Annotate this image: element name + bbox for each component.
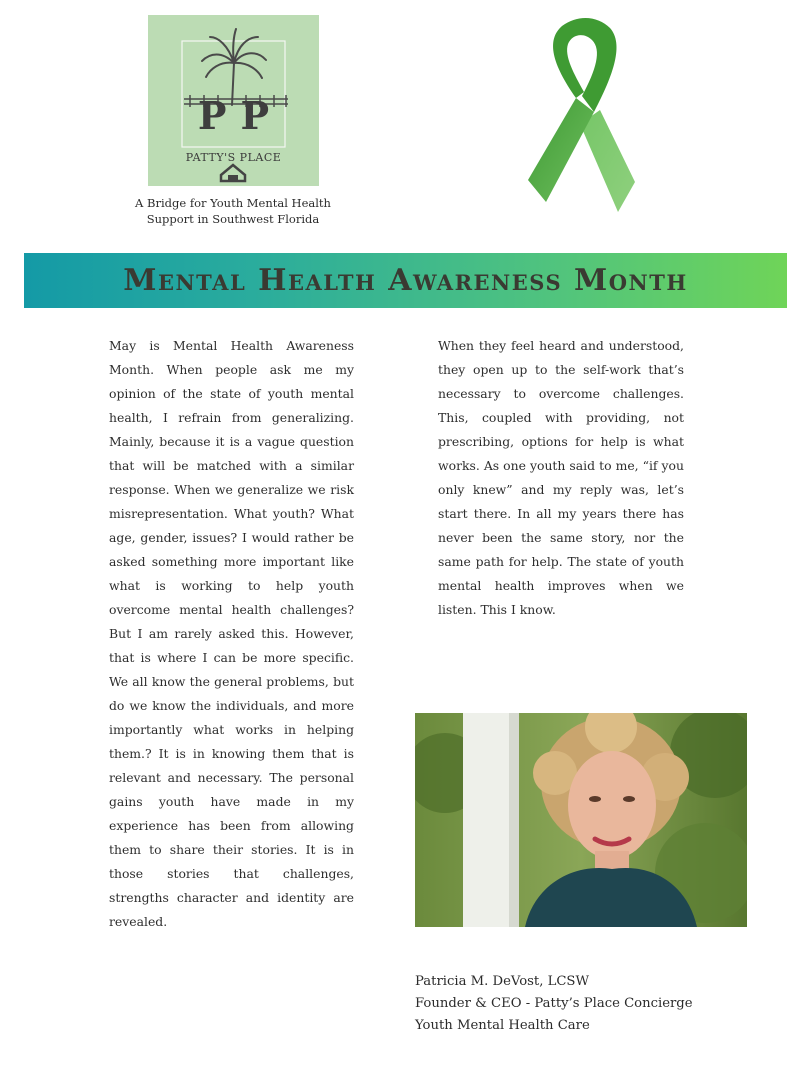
author-signature — [415, 971, 755, 1037]
house-icon — [221, 165, 245, 181]
tagline-line-2: Support in Southwest Florida — [146, 212, 320, 226]
tagline-line-1: A Bridge for Youth Mental Health — [135, 196, 331, 210]
article-left-column: May is Mental Health Awareness Month. When people ask me my opinion of the state of youth mental health, I refrain from generalizing. Mainly, because it is a vague question that will be matched with a similar response. When we generalize we risk misrepresentation. What youth? What age, gender, issues? I would rather be asked something more important like what is working to help youth overcome mental health challenges? But I am rarely asked this. However, that is where I can be more specific. We all know the general problems, but do we know the individuals, and more importantly what works in helping them.? It is in knowing them that is relevant and necessary. The personal gains youth have made in my experience has been from allowing them to share their stories. It is in those stories that challenges, strengths character and identity are revealed. — [109, 338, 354, 929]
author-title-line-2: Youth Mental Health Care — [415, 1018, 590, 1033]
author-title-line-1: Founder & CEO - Patty’s Place Concierge — [415, 996, 693, 1011]
logo-initials: PP — [197, 93, 284, 138]
author-portrait-image — [415, 713, 747, 927]
logo-tagline — [110, 195, 356, 227]
patty-place-logo — [148, 15, 319, 186]
title-banner — [24, 253, 787, 308]
author-name: Patricia M. DeVost, LCSW — [415, 974, 590, 989]
logo-name: PATTY'S PLACE — [185, 151, 282, 164]
article-right-column: When they feel heard and understood, they open up to the self-work that’s necessary to overcome challenges. This, coupled with providing, not prescribing, options for help is what works. As one youth said to me, “if you only knew” and my reply was, let’s start there. In all my years there has never been the same story, nor the same path for help. The state of youth mental health improves when we listen. This I know. — [438, 338, 684, 617]
author-photo — [415, 713, 747, 927]
banner-title: Mental Health Awareness Month — [123, 263, 688, 298]
awareness-ribbon-icon — [522, 12, 642, 218]
